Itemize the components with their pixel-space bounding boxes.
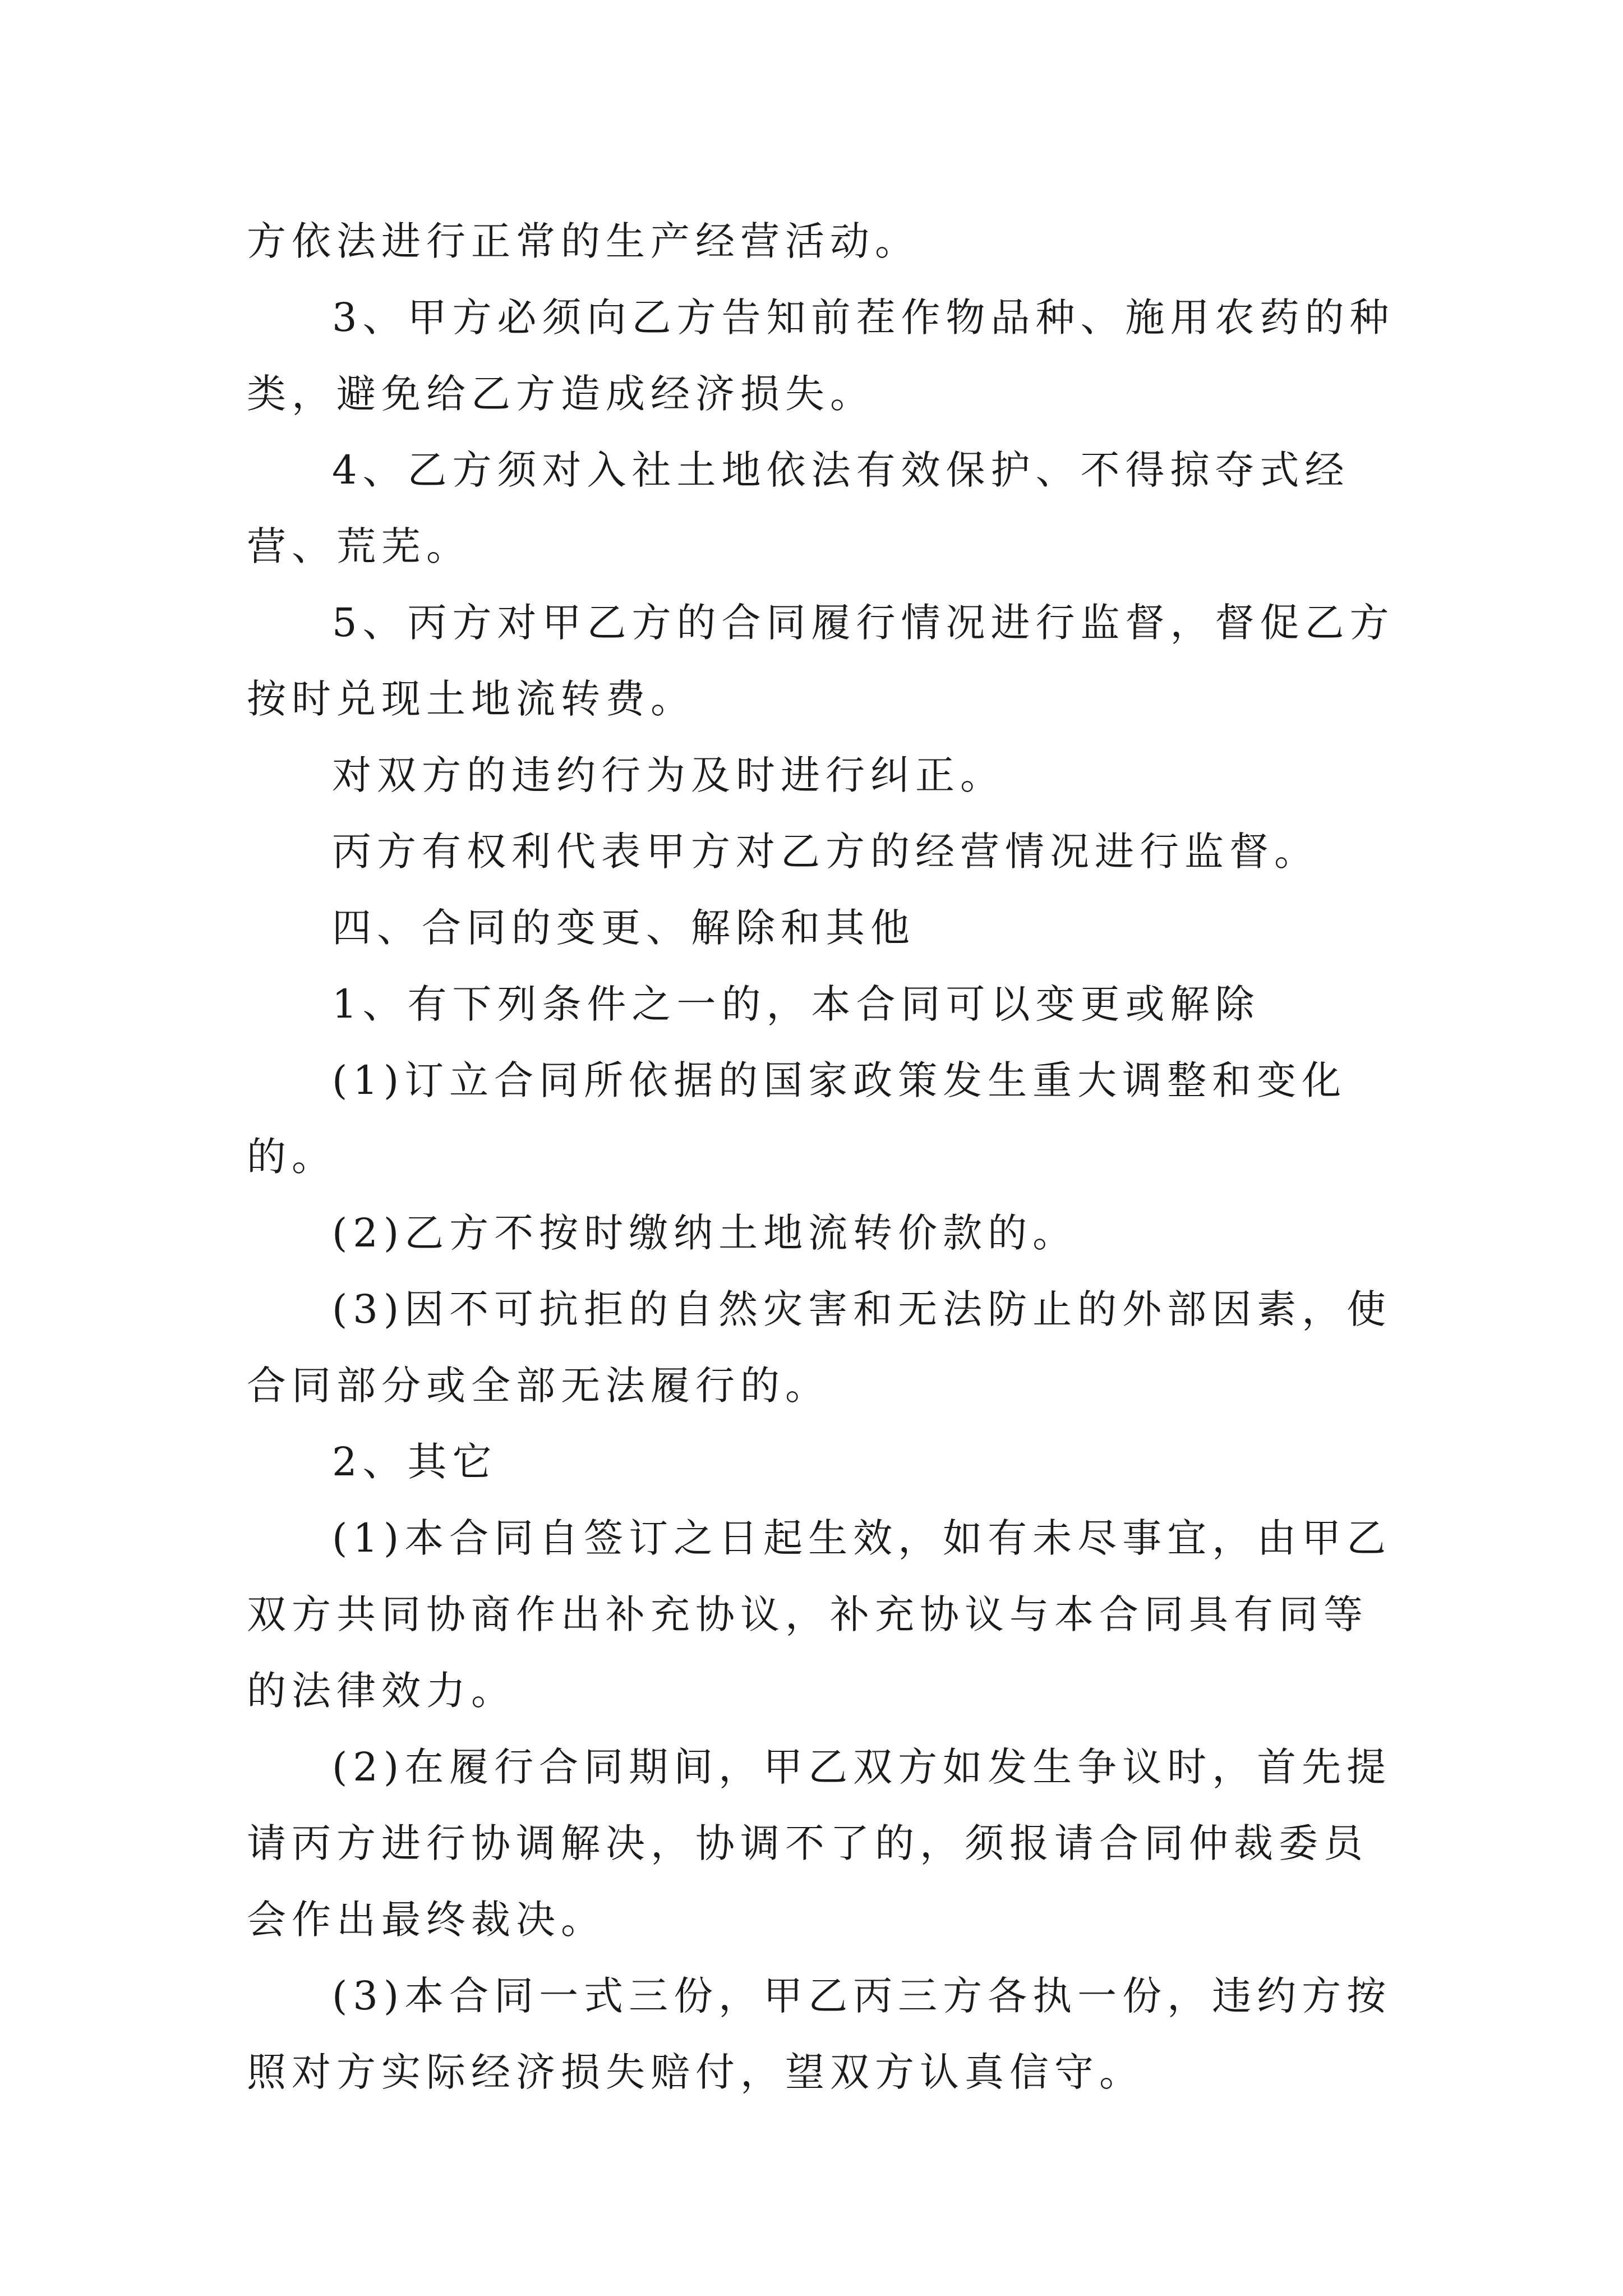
paragraph-clause-4: 4、乙方须对入社土地依法有效保护、不得掠夺式经营、荒芜。	[247, 447, 1350, 569]
paragraph-clause-5: 5、丙方对甲乙方的合同履行情况进行监督，督促乙方按时兑现土地流转费。	[247, 600, 1395, 722]
section-heading-4: 四、合同的变更、解除和其他	[332, 905, 915, 951]
paragraph-supervision: 丙方有权利代表甲方对乙方的经营情况进行监督。	[332, 829, 1319, 875]
paragraph-continuation: 方依法进行正常的生产经营活动。	[247, 218, 920, 264]
paragraph-condition-2: (2)乙方不按时缴纳土地流转价款的。	[332, 1210, 1078, 1256]
paragraph-other-3: (3)本合同一式三份，甲乙丙三方各执一份，违约方按照对方实际经济损失赔付，望双方认真信守。	[247, 1973, 1392, 2095]
paragraph-condition-3: (3)因不可抗拒的自然灾害和无法防止的外部因素，使合同部分或全部无法履行的。	[247, 1286, 1392, 1409]
paragraph-clause-3: 3、甲方必须向乙方告知前茬作物品种、施用农药的种类，避免给乙方造成经济损失。	[247, 295, 1395, 417]
paragraph-conditions: 1、有下列条件之一的，本合同可以变更或解除	[332, 981, 1260, 1027]
document-body	[247, 203, 1402, 2110]
paragraph-other-heading: 2、其它	[332, 1439, 497, 1485]
paragraph-other-2: (2)在履行合同期间，甲乙双方如发生争议时，首先提请丙方进行协调解决，协调不了的，须报请合同仲裁委员会作出最终裁决。	[247, 1744, 1392, 1943]
paragraph-condition-1: (1)订立合同所依据的国家政策发生重大调整和变化的。	[247, 1057, 1347, 1180]
paragraph-correction: 对双方的违约行为及时进行纠正。	[332, 752, 1005, 798]
paragraph-other-1: (1)本合同自签订之日起生效，如有未尽事宜，由甲乙双方共同协商作出补充协议，补充协议与本合同具有同等的法律效力。	[247, 1515, 1392, 1714]
